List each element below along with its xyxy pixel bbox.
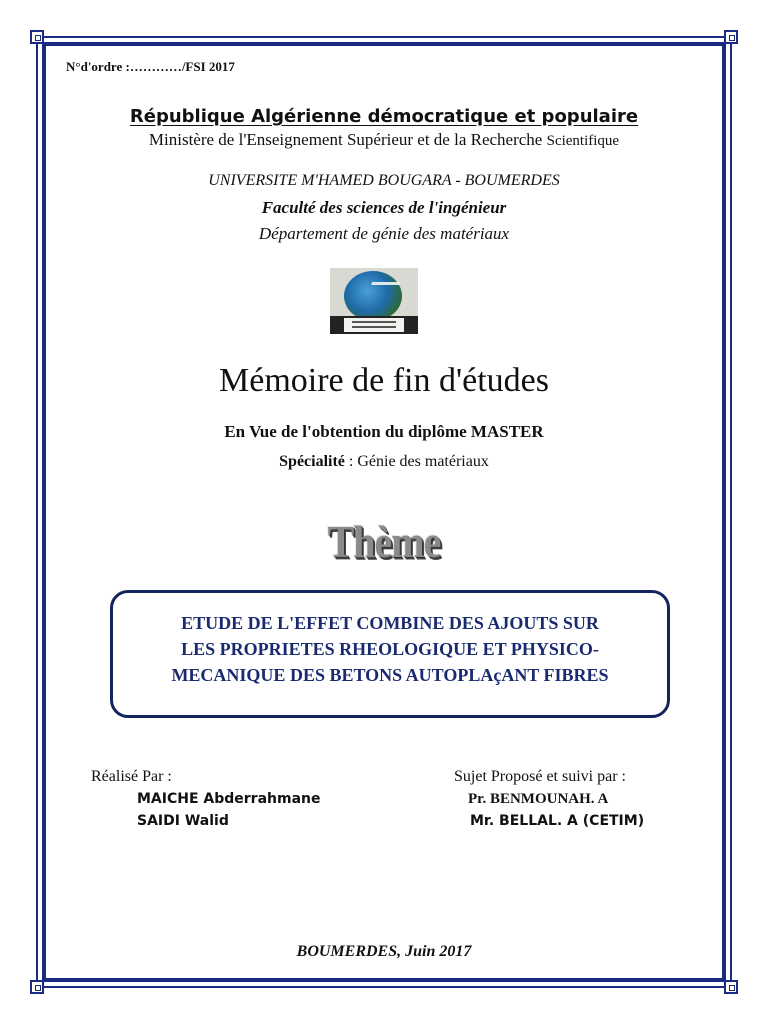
theme-heading: Thème [327,515,441,568]
author-name: SAIDI Walid [137,813,229,829]
thesis-title-line: MECANIQUE DES BETONS AUTOPLAçANT FIBRES [171,665,609,685]
authors-label: Réalisé Par : [91,768,172,785]
logo-banner-icon [330,316,418,334]
order-number: N°d'ordre :…………/FSI 2017 [66,59,235,74]
university-name: UNIVERSITE M'HAMED BOUGARA - BOUMERDES [208,172,560,189]
corner-ornament-icon [30,30,44,44]
thesis-title-line: LES PROPRIETES RHEOLOGIQUE ET PHYSICO- [181,639,599,659]
thesis-title [113,610,667,688]
ministry-text: Ministère de l'Enseignement Supérieur et de la Recherche [148,130,543,149]
degree-line: En Vue de l'obtention du diplôme MASTER [224,422,544,441]
supervisor-name: Mr. BELLAL. A (CETIM) [470,813,645,829]
document-title: Mémoire de fin d'études [219,362,549,399]
republic-text: République Algérienne démocratique et populaire [129,106,639,127]
specialty-line [60,453,708,471]
ministry-line [60,130,708,150]
corner-ornament-icon [724,980,738,994]
supervisor-name: Pr. BENMOUNAH. A [468,791,609,807]
thesis-title-box [110,590,670,718]
university-logo [330,268,418,334]
ministry-suffix: Scientifique [546,133,620,149]
author-name: MAICHE Abderrahmane [137,791,321,807]
republic-heading [60,106,708,127]
supervisors-label: Sujet Proposé et suivi par : [454,768,626,785]
department-name: Département de génie des matériaux [258,224,510,243]
specialty-value: : Génie des matériaux [344,453,489,470]
faculty-name: Faculté des sciences de l'ingénieur [261,198,507,217]
corner-ornament-icon [30,980,44,994]
place-date: BOUMERDES, Juin 2017 [296,943,472,960]
thesis-title-line: ETUDE DE L'EFFET COMBINE DES AJOUTS SUR [181,613,599,633]
corner-ornament-icon [724,30,738,44]
specialty-label: Spécialité [279,453,345,470]
